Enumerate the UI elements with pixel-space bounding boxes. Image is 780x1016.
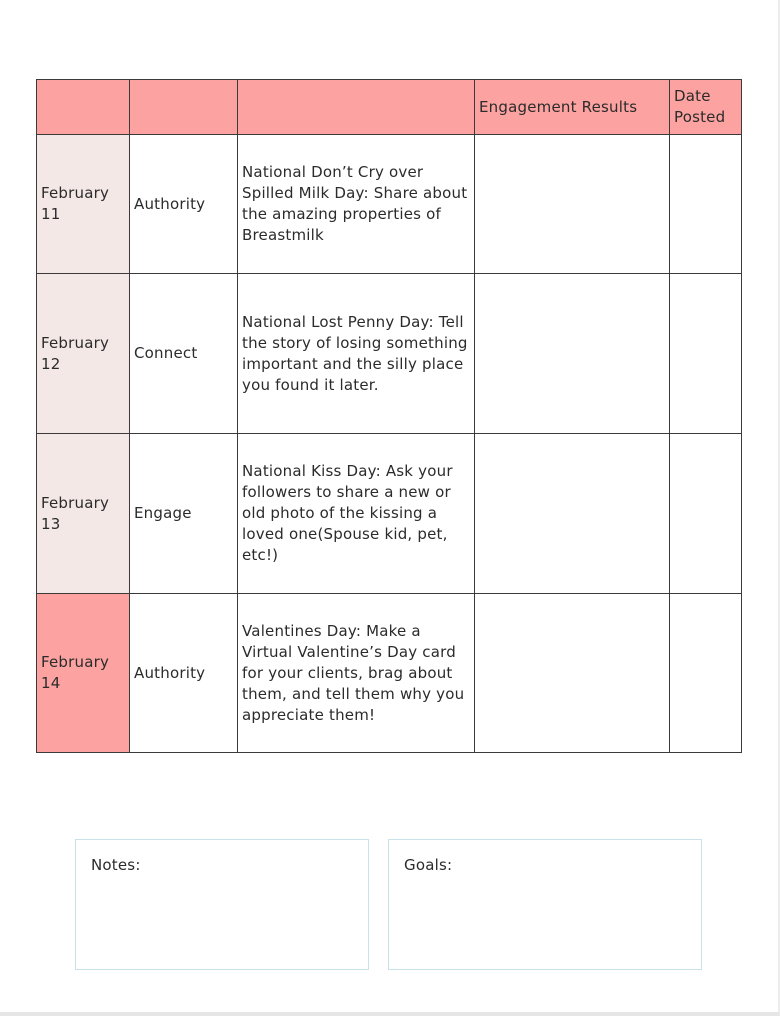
post-idea-cell: National Kiss Day: Ask your followers to share a new or old photo of the kissing a loved one(Spouse kid, pet, etc!) — [238, 434, 475, 594]
post-type-cell: Authority — [130, 135, 238, 274]
engagement-results-cell[interactable] — [475, 594, 670, 753]
date-cell: February 12 — [37, 274, 130, 434]
date-cell-highlighted: February 14 — [37, 594, 130, 753]
goals-box[interactable] — [388, 839, 702, 970]
post-idea-cell: National Lost Penny Day: Tell the story of losing something important and the silly place you found it later. — [238, 274, 475, 434]
engagement-results-cell[interactable] — [475, 434, 670, 594]
date-cell: February 13 — [37, 434, 130, 594]
header-date-posted: Date Posted — [670, 80, 742, 135]
table-row — [37, 135, 742, 274]
header-type — [130, 80, 238, 135]
date-posted-cell[interactable] — [670, 434, 742, 594]
date-posted-cell[interactable] — [670, 274, 742, 434]
table-row — [37, 274, 742, 434]
table-header-row — [37, 80, 742, 135]
date-cell: February 11 — [37, 135, 130, 274]
table-row — [37, 594, 742, 753]
table-row — [37, 434, 742, 594]
date-posted-cell[interactable] — [670, 594, 742, 753]
notes-box[interactable] — [75, 839, 369, 970]
header-idea — [238, 80, 475, 135]
date-posted-cell[interactable] — [670, 135, 742, 274]
post-type-cell: Engage — [130, 434, 238, 594]
post-type-cell: Authority — [130, 594, 238, 753]
engagement-results-cell[interactable] — [475, 135, 670, 274]
post-type-cell: Connect — [130, 274, 238, 434]
goals-label: Goals: — [404, 856, 453, 874]
header-engagement-results: Engagement Results — [475, 80, 670, 135]
content-planner-table — [36, 79, 742, 753]
post-idea-cell: National Don’t Cry over Spilled Milk Day: Share about the amazing properties of Breastmilk — [238, 135, 475, 274]
post-idea-cell: Valentines Day: Make a Virtual Valentine’s Day card for your clients, brag about them, and tell them why you appreciate them! — [238, 594, 475, 753]
header-date — [37, 80, 130, 135]
engagement-results-cell[interactable] — [475, 274, 670, 434]
notes-label: Notes: — [91, 856, 141, 874]
